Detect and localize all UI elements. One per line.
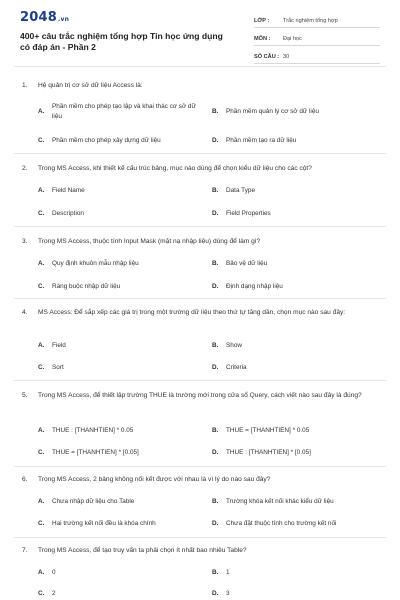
question-number: 4. — [22, 309, 28, 316]
option-text: THUE : [THANHTIEN] * [0.05] — [226, 449, 311, 456]
option-letter: B. — [212, 569, 219, 576]
question-number: 2. — [22, 165, 28, 172]
question-stem — [0, 163, 400, 174]
option-text: 3 — [226, 590, 230, 597]
question-1 — [0, 80, 400, 144]
question-text: Trong MS Access, 2 bảng không nối kết được với nhau là vì lý do nào sau đây? — [38, 476, 271, 483]
option-c[interactable] — [38, 589, 208, 599]
question-divider — [14, 466, 386, 467]
option-c[interactable] — [38, 448, 208, 458]
option-c[interactable] — [38, 209, 208, 219]
option-letter: C. — [38, 283, 45, 290]
meta-key: LỚP : — [254, 17, 270, 24]
question-divider — [14, 226, 386, 227]
option-letter: A. — [38, 187, 45, 194]
question-number: 5. — [22, 392, 28, 399]
option-text: Trường khóa kết nối khác kiểu dữ liệu — [226, 498, 334, 505]
header-divider — [14, 66, 386, 67]
meta-value: Đại học — [283, 35, 302, 42]
option-letter: D. — [212, 590, 219, 597]
question-number: 6. — [22, 476, 28, 483]
option-text: Data Type — [226, 187, 256, 194]
question-divider — [14, 380, 386, 381]
meta-row-count — [254, 50, 380, 64]
question-6 — [0, 474, 400, 527]
option-text: Chưa đặt thuộc tính cho trường kết nối — [226, 520, 337, 527]
meta-row-subject — [254, 32, 380, 46]
option-b[interactable] — [212, 568, 382, 578]
meta-value: Trắc nghiệm tổng hợp — [283, 17, 338, 24]
question-2 — [0, 163, 400, 217]
question-text: Trong MS Access, thuộc tính Input Mask (mặt nạ nhập liệu) dùng để làm gì? — [38, 238, 261, 245]
option-letter: B. — [212, 427, 219, 434]
option-letter: C. — [38, 449, 45, 456]
option-text: Ràng buộc nhập dữ liệu — [52, 283, 121, 290]
option-text: Description — [52, 210, 84, 217]
option-text: Criteria — [226, 364, 247, 371]
question-4 — [0, 307, 400, 371]
option-text: Phần mềm cho phép xây dựng dữ liệu — [52, 137, 161, 144]
option-letter: A. — [38, 498, 45, 505]
question-text: Hệ quản trị cơ sở dữ liệu Access là: — [38, 82, 143, 89]
option-letter: D. — [212, 364, 219, 371]
option-a[interactable] — [38, 426, 208, 436]
question-number: 7. — [22, 547, 28, 554]
option-c[interactable] — [38, 136, 208, 146]
meta-key: MÔN : — [254, 35, 271, 42]
option-d[interactable] — [212, 282, 382, 292]
question-stem — [0, 80, 400, 91]
option-letter: C. — [38, 137, 45, 144]
option-letter: A. — [38, 260, 45, 267]
meta-value: 30 — [283, 53, 290, 60]
option-text: Field Properties — [226, 210, 271, 217]
option-text: THUE = [THANHTIEN] * 0.05 — [226, 427, 310, 434]
option-letter: C. — [38, 590, 45, 597]
option-b[interactable] — [212, 107, 382, 117]
option-text: Sort — [52, 364, 64, 371]
option-d[interactable] — [212, 519, 387, 529]
option-text: 2 — [52, 590, 56, 597]
option-text: Hai trường kết nối đều là khóa chính — [52, 520, 156, 527]
meta-row-class — [254, 14, 380, 28]
option-text: Bảo vệ dữ liệu — [226, 260, 268, 267]
option-b[interactable] — [212, 341, 382, 351]
question-3 — [0, 236, 400, 290]
option-letter: D. — [212, 449, 219, 456]
option-letter: B. — [212, 498, 219, 505]
option-text: THUE = [THANHTIEN] * [0.05] — [52, 449, 139, 456]
option-text: Phần mềm tạo ra dữ liệu — [226, 137, 297, 144]
option-b[interactable] — [212, 186, 382, 196]
option-text: THUE : [THANHTIEN] * 0.05 — [52, 427, 134, 434]
option-letter: A. — [38, 569, 45, 576]
option-d[interactable] — [212, 209, 382, 219]
option-text: Phần mềm cho phép tạo lập và khai thác cơ sở dữ liệu — [52, 103, 196, 120]
option-text: Định dạng nhập liệu — [226, 283, 283, 290]
option-letter: D. — [212, 283, 219, 290]
option-b[interactable] — [212, 426, 382, 436]
option-text: Field Name — [52, 187, 85, 194]
option-a[interactable] — [38, 341, 208, 351]
option-a[interactable] — [38, 259, 208, 269]
question-text: Trong MS Access, khi thiết kế cấu trúc bảng, mục nào dùng để chọn kiểu dữ liệu cho các cột? — [38, 165, 312, 172]
option-c[interactable] — [38, 519, 208, 529]
option-d[interactable] — [212, 589, 382, 599]
option-a[interactable] — [38, 102, 198, 122]
logo-sub: .vn — [57, 16, 70, 23]
option-a[interactable] — [38, 568, 208, 578]
option-text: Field — [52, 342, 66, 349]
question-stem — [0, 474, 400, 485]
option-text: Show — [226, 342, 242, 349]
option-a[interactable] — [38, 497, 208, 507]
question-divider — [14, 537, 386, 538]
option-d[interactable] — [212, 363, 382, 373]
option-c[interactable] — [38, 282, 208, 292]
question-stem — [0, 390, 400, 401]
option-letter: A. — [38, 342, 45, 349]
option-text: Phần mềm quản lý cơ sở dữ liệu — [226, 108, 319, 115]
option-letter: C. — [38, 364, 45, 371]
option-d[interactable] — [212, 136, 382, 146]
meta-key: SỐ CÂU : — [254, 53, 280, 60]
question-number: 3. — [22, 238, 28, 245]
option-b[interactable] — [212, 259, 382, 269]
option-letter: B. — [212, 108, 219, 115]
logo-main: 2048 — [20, 10, 57, 25]
document-title: 400+ câu trắc nghiệm tổng hợp Tin học ứng dụng có đáp án - Phần 2 — [20, 31, 223, 52]
option-text: 1 — [226, 569, 230, 576]
question-stem — [0, 236, 400, 247]
option-letter: B. — [212, 342, 219, 349]
option-c[interactable] — [38, 363, 208, 373]
option-d[interactable] — [212, 448, 382, 458]
meta-table — [254, 14, 380, 68]
question-7 — [0, 545, 400, 597]
question-divider — [14, 153, 386, 154]
option-letter: A. — [38, 427, 45, 434]
option-b[interactable] — [212, 497, 387, 507]
question-5 — [0, 390, 400, 456]
question-divider — [14, 298, 386, 299]
option-text: Chưa nhập dữ liệu cho Table — [52, 498, 135, 505]
question-text: Trong MS Access, để tạo truy vấn ta phải chọn ít nhất bao nhiêu Table? — [38, 547, 247, 554]
option-a[interactable] — [38, 186, 208, 196]
option-text: Quy định khuôn mẫu nhập liệu — [52, 260, 139, 267]
document-header — [0, 0, 400, 64]
question-stem — [0, 307, 400, 318]
question-text: MS Access: Để sắp xếp các giá trị trong một trường dữ liệu theo thứ tự tăng dần, chọn mục nào sau đây: — [38, 309, 346, 316]
option-letter: D. — [212, 137, 219, 144]
option-text: 0 — [52, 569, 56, 576]
option-letter: B. — [212, 187, 219, 194]
option-letter: B. — [212, 260, 219, 267]
option-letter: A. — [38, 108, 45, 115]
question-stem — [0, 545, 400, 556]
option-letter: D. — [212, 520, 219, 527]
option-letter: C. — [38, 520, 45, 527]
question-number: 1. — [22, 82, 28, 89]
option-letter: C. — [38, 210, 45, 217]
option-letter: D. — [212, 210, 219, 217]
question-text: Trong MS Access, để thiết lập trường THUE là trường mới trong cửa sổ Query, cách viết nào sau đây là đúng? — [38, 392, 362, 399]
